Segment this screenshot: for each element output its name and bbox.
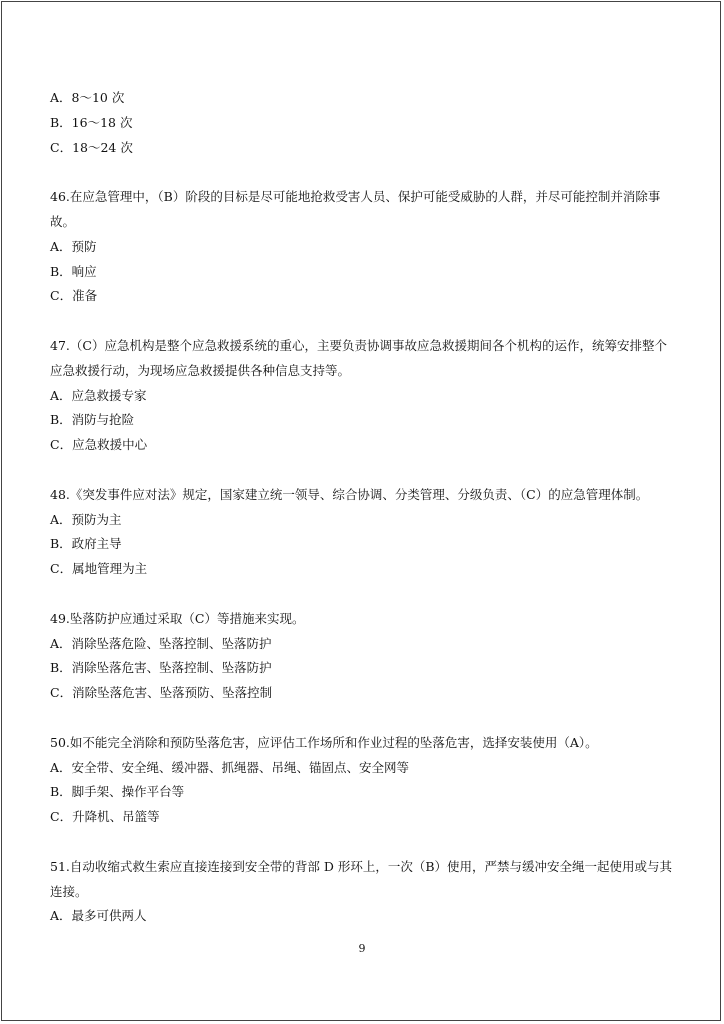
question-text: 51.自动收缩式救生索应直接连接到安全带的背部 D 形环上，一次（B）使用，严禁与缓冲安全绳一起使用或与其 [50,858,673,874]
option: C．18～24 次 [50,139,133,155]
option: B．脚手架、操作平台等 [50,784,185,800]
question-text: 46.在应急管理中，（B）阶段的目标是尽可能地抢救受害人员、保护可能受威胁的人群，并尽可能控制并消除事 [50,189,661,205]
option: A．8～10 次 [50,90,125,105]
question-text: 48.《突发事件应对法》规定，国家建立统一领导、综合协调、分类管理、分级负责、（C）的应急管理体制。 [50,486,649,502]
option: C．消除坠落危害、坠落预防、坠落控制 [50,685,273,701]
question-text: 47.（C）应急机构是整个应急救援系统的重心，主要负责协调事故应急救援期间各个机构的运作，统筹安排整个 [50,337,667,353]
option: B．响应 [50,263,97,279]
question-text: 故。 [50,213,76,229]
option: A．消除坠落危险、坠落控制、坠落防护 [50,635,272,651]
option: B．政府主导 [50,536,122,552]
option: C．准备 [50,288,98,304]
option: A．预防 [50,238,97,254]
document-body [50,86,680,929]
question-text: 49.坠落防护应通过采取（C）等措施来实现。 [50,610,305,626]
option: A．安全带、安全绳、缓冲器、抓绳器、吊绳、锚固点、安全网等 [50,759,410,775]
option: B．消除坠落危害、坠落控制、坠落防护 [50,660,272,676]
question-text: 连接。 [50,883,88,899]
option: A．应急救援专家 [50,387,147,403]
option: C．属地管理为主 [50,561,148,577]
option: A．预防为主 [50,511,122,527]
question-text: 50.如不能完全消除和预防坠落危害，应评估工作场所和作业过程的坠落危害，选择安装使用（A）。 [50,734,598,750]
option: C．应急救援中心 [50,437,148,453]
question-text: 应急救援行动，为现场应急救援提供各种信息支持等。 [50,362,351,378]
option: C．升降机、吊篮等 [50,809,160,825]
option: A．最多可供两人 [50,908,147,924]
option: B．16～18 次 [50,114,133,130]
option: B．消防与抢险 [50,412,135,428]
page-number: 9 [358,942,366,955]
